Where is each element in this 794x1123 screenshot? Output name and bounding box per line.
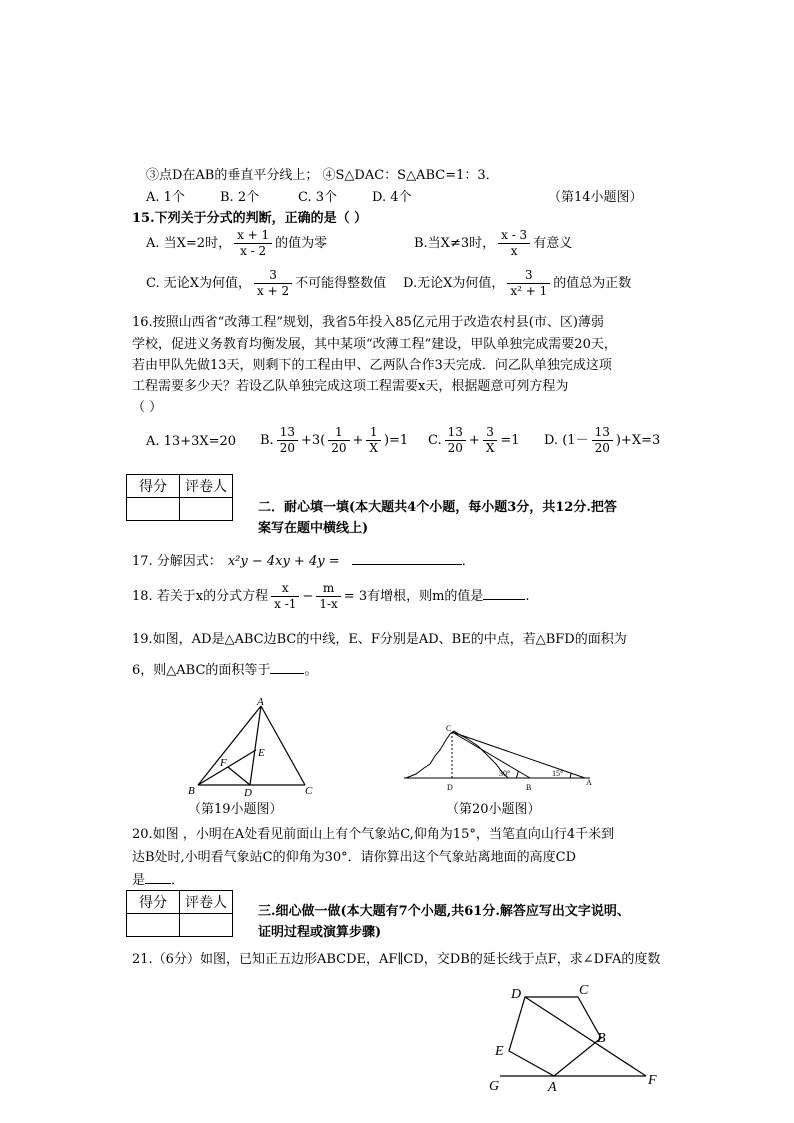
q16-option-c: C. $\frac{13}{20}$ + $\frac{3}{X}$ =1 xyxy=(428,425,520,455)
q19-segment-fd xyxy=(228,767,250,785)
q19-label-e: E xyxy=(258,747,265,759)
q15-option-c: C. 无论X为何值， $\frac{3}{x + 2}$ 不可能得整数值 xyxy=(146,268,387,298)
q15-option-d: D.无论X为何值， $\frac{3}{\text{x² + 1}}$ 的值总为正数 xyxy=(403,268,632,298)
grader-cell[interactable] xyxy=(180,914,233,937)
score-box-section-3 xyxy=(126,890,233,937)
q20-mountain xyxy=(406,731,511,778)
q19-side-ac xyxy=(261,706,305,785)
q21-label-f: F xyxy=(648,1073,657,1088)
q19-label-d: D xyxy=(244,787,252,799)
q21-label-a: A xyxy=(548,1080,557,1095)
q14-option-a: A. 1个 xyxy=(146,190,185,205)
score-box-section-2 xyxy=(126,474,233,521)
q21-label-d: D xyxy=(511,987,522,1002)
q21-figure xyxy=(484,980,670,1096)
q20-label-c: C xyxy=(446,724,452,733)
q19-figure xyxy=(180,694,330,800)
score-label: 得分 xyxy=(127,891,180,914)
q16-line-4: 工程需要多少天？若设乙队单独完成这项工程需要x天，根据题意可列方程为 xyxy=(132,379,569,394)
q21-label-g: G xyxy=(489,1079,500,1094)
q19-label-a: A xyxy=(257,696,264,708)
q21-line-df xyxy=(525,997,646,1076)
q20-label-a: A xyxy=(586,778,592,787)
q20-label-b: B xyxy=(526,783,532,792)
q21-label-e: E xyxy=(495,1044,504,1059)
q17-answer-blank[interactable] xyxy=(352,551,462,565)
q16-option-a: A. 13+3X=20 xyxy=(146,434,237,449)
score-cell[interactable] xyxy=(127,498,180,521)
q19-label-f: F xyxy=(220,757,227,769)
q16-line-2: 学校，促进义务教育均衡发展，其中某项“改薄工程”建设，甲队单独完成需要20天， xyxy=(132,337,617,352)
q20-line-3: 是 ． xyxy=(132,869,184,888)
q20-line-1: 20.如图 ，小明在A处看见前面山上有个气象站C,仰角为15°，当笔直向山行4千米到 xyxy=(132,827,615,842)
q18-answer-blank[interactable] xyxy=(483,586,525,600)
q15-stem: 15.下列关于分式的判断，正确的是（ ） xyxy=(132,211,368,226)
section-2-heading-1: 二．耐心填一填(本大题共4个小题，每小题3分，共12分.把答 xyxy=(258,500,617,515)
q20-figure xyxy=(402,722,602,794)
q19-line-2: 6，则△ABC的面积等于 。 xyxy=(132,659,317,678)
q17: 17. 分解因式： x²y − 4xy + 4y = ． xyxy=(132,550,475,569)
q19-line-1: 19.如图，AD是△ABC边BC的中线，E、F分别是AD、BE的中点，若△BFD的面积为 xyxy=(132,632,627,647)
q20-arc-30 xyxy=(516,771,518,778)
section-2-heading-2: 案写在题中横线上) xyxy=(258,521,369,536)
q20-answer-blank[interactable] xyxy=(145,870,171,884)
q15-option-b: B.当X≠3时， $\frac{x - 3}{x}$ 有意义 xyxy=(414,228,573,258)
q16-line-3: 若由甲队先做13天，则剩下的工程由甲、乙两队合作3天完成．问乙队单独完成这项 xyxy=(132,358,612,373)
q20-arc-15 xyxy=(570,773,571,778)
q16-option-b: B. $\frac{13}{20}$ +3( $\frac{1}{20}$ + $\frac{1}{X}$ )=1 xyxy=(260,425,409,455)
q20-figure-caption: （第20小题图） xyxy=(446,802,541,817)
q21-label-c: C xyxy=(579,983,589,998)
q16-line-1: 16.按照山西省“改薄工程”规划，我省5年投入85亿元用于改造农村县(市、区)薄弱 xyxy=(132,315,604,330)
q14-option-c: C. 3个 xyxy=(298,190,338,205)
q14-statements: ③点D在AB的垂直平分线上； ④S△DAC：S△ABC=1：3． xyxy=(146,168,499,183)
section-3-heading-1: 三.细心做一做(本大题有7个小题,共61分.解答应写出文字说明、 xyxy=(258,904,630,919)
q20-line-2: 达B处时,小明看气象站C的仰角为30°．请你算出这个气象站离地面的高度CD xyxy=(132,850,577,865)
q14-option-d: D. 4个 xyxy=(372,190,412,205)
q20-angle-15: 15° xyxy=(552,769,564,778)
q19-label-b: B xyxy=(188,785,195,797)
section-3-heading-2: 证明过程或演算步骤) xyxy=(258,925,382,940)
q16-answer-paren: （ ） xyxy=(132,400,163,415)
q20-label-d: D xyxy=(447,783,453,792)
grader-label: 评卷人 xyxy=(180,475,233,498)
q19-figure-caption: （第19小题图） xyxy=(188,802,283,817)
score-cell[interactable] xyxy=(127,914,180,937)
grader-cell[interactable] xyxy=(180,498,233,521)
q19-label-c: C xyxy=(305,785,313,797)
q21-text: 21.（6分）如图，已知正五边形ABCDE，AF∥CD，交DB的延长线于点F，求∠DFA的度数 xyxy=(132,952,661,967)
q21-label-b: B xyxy=(597,1031,606,1046)
q21-pentagon xyxy=(509,997,601,1076)
q16-option-d: D. (1－ $\frac{13}{20}$ )+X=3 xyxy=(544,425,661,455)
score-label: 得分 xyxy=(127,475,180,498)
q15-option-a: A. 当X=2时， $\frac{x + 1}{x - 2}$ 的值为零 xyxy=(146,228,328,258)
q14-option-b: B. 2个 xyxy=(220,190,260,205)
grader-label: 评卷人 xyxy=(180,891,233,914)
q19-answer-blank[interactable] xyxy=(270,660,304,674)
q14-figure-caption: （第14小题图） xyxy=(548,190,643,205)
q20-angle-30: 30° xyxy=(499,769,511,778)
q18: 18. 若关于x的分式方程 $\frac{x}{x -1}$ − $\frac{m}{1-x}$ = 3有增根，则m的值是 . xyxy=(132,581,530,611)
q19-segment-be xyxy=(198,750,256,785)
